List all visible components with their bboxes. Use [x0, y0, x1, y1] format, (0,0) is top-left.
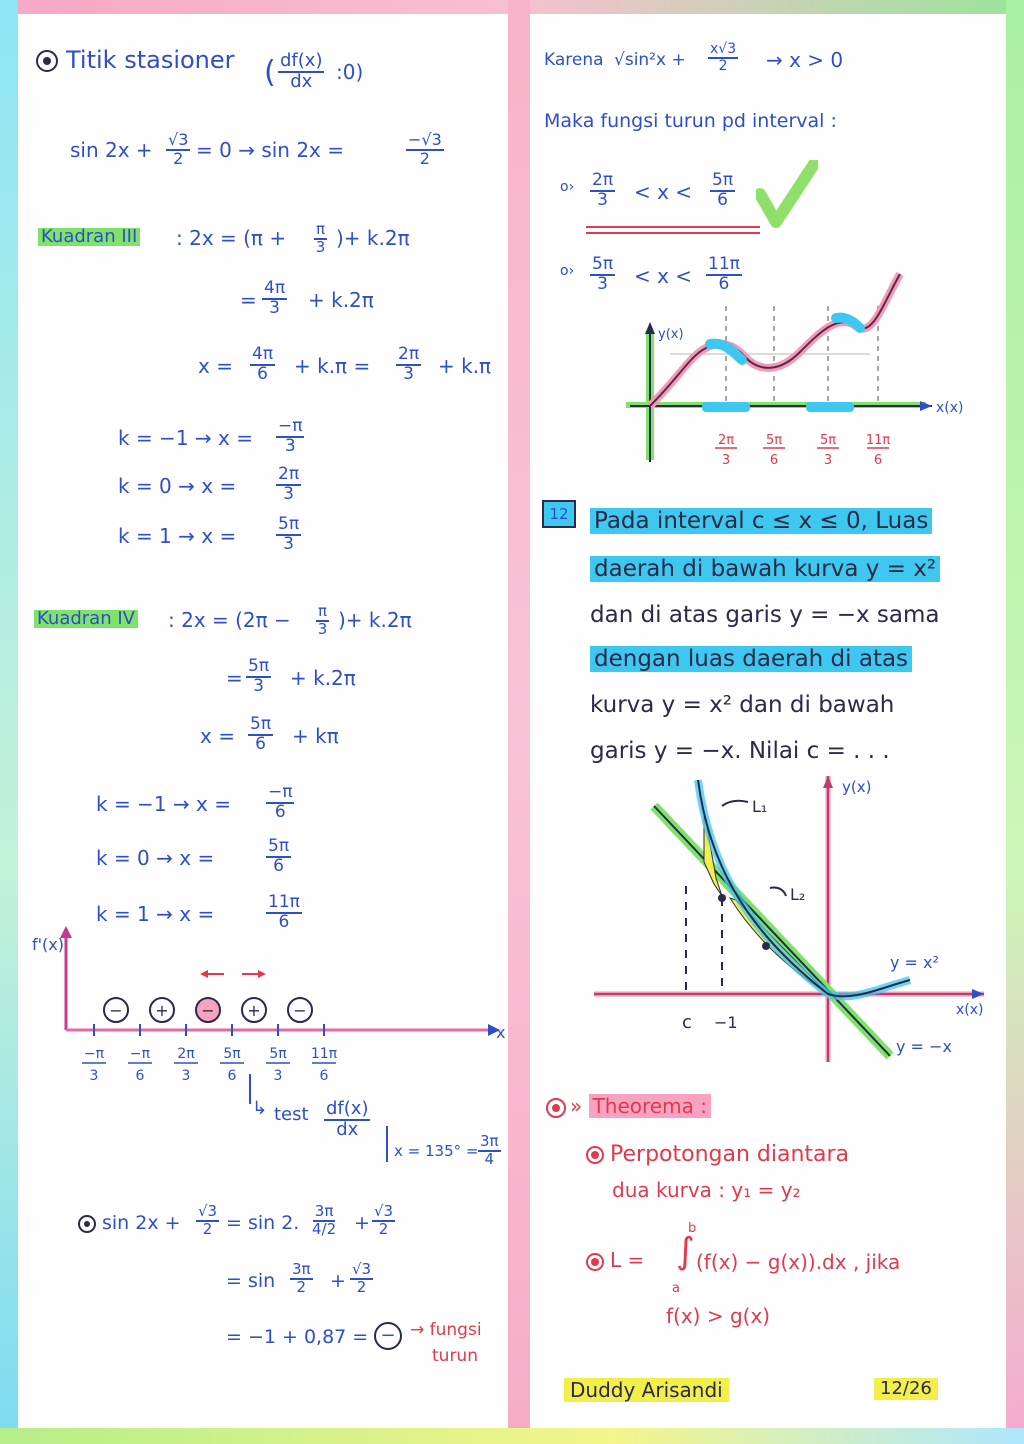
- graph1-tick-numerator: 5π: [765, 433, 783, 448]
- negative-sign-circle: −: [374, 1322, 402, 1350]
- interval2-mid: < x <: [634, 264, 693, 288]
- q4-line3-tail: + kπ: [292, 724, 339, 748]
- q3-line2-tail: + k.2π: [308, 288, 374, 312]
- column-divider: [508, 0, 530, 1444]
- section-title: [36, 48, 235, 72]
- calc1-fraction-2: $\frac{3\pi}{4/2}$: [312, 1202, 337, 1238]
- bullet-icon: [586, 1253, 604, 1271]
- c-label: c: [682, 1012, 692, 1033]
- q4-line1-fraction: $\frac{\pi}{3}$: [317, 602, 328, 638]
- test-eval-fraction: $\frac{3\pi}{4}$: [480, 1132, 499, 1168]
- maka-sentence: Maka fungsi turun pd interval :: [544, 110, 837, 132]
- L1-label: L₁: [752, 797, 768, 816]
- integral-lower-bound: a: [672, 1281, 680, 1296]
- problem-number-box: 12: [542, 500, 576, 528]
- q4-k-row: k = −1 → x =: [96, 792, 231, 816]
- title-condition-fraction: $\frac{df(x)}{dx}$: [280, 50, 323, 92]
- left-border: [0, 0, 18, 1444]
- bullet-icon: [78, 1215, 96, 1233]
- sign-text: +: [247, 1001, 261, 1020]
- q3-line3-fraction-2: $\frac{2\pi}{3}$: [398, 344, 420, 384]
- graph1-x-label: x(x): [936, 400, 964, 416]
- graph-function-turun: [610, 266, 990, 476]
- sign-chart: [18, 924, 508, 1104]
- title-paren: (: [264, 55, 276, 90]
- right-border: [1006, 0, 1024, 1444]
- page-number: 12/26: [874, 1378, 938, 1400]
- theorem-2-integrand: (f(x) − g(x)).dx , jika: [696, 1250, 901, 1274]
- sign-circles: [104, 998, 312, 1022]
- graph1-y-label: y(x): [658, 327, 684, 342]
- problem-line-4: dengan luas daerah di atas: [590, 648, 912, 671]
- graph1-tick-denominator: 6: [769, 453, 779, 468]
- test-label: test: [274, 1104, 309, 1125]
- calc1-plus: +: [354, 1212, 370, 1234]
- q4-line3-pre: x =: [200, 724, 235, 748]
- left-column: [18, 14, 508, 1428]
- title-condition-tail: :0): [336, 60, 364, 84]
- q3-k-row: k = 1 → x =: [118, 524, 237, 548]
- problem-line-6: garis y = −x. Nilai c = . . .: [590, 738, 890, 764]
- sign-tick-numerator: 2π: [177, 1046, 195, 1062]
- sign-text: −: [201, 1001, 215, 1020]
- minus-one-label: −1: [714, 1013, 738, 1032]
- calc2-fraction: $\frac{3\pi}{2}$: [292, 1260, 311, 1296]
- q4-line2-eq: =: [226, 666, 243, 690]
- conclusion-note-2: turun: [432, 1346, 478, 1366]
- q3-line2-eq: =: [240, 288, 257, 312]
- q4-k-fraction: $\frac{11\pi}{6}$: [268, 892, 300, 932]
- y-arrow-icon: [823, 776, 833, 788]
- q3-line1: : 2x = (π +: [176, 226, 287, 250]
- graph1-tick-numerator: 2π: [717, 433, 735, 448]
- interval1-mid: < x <: [634, 180, 693, 204]
- theorem-2-line-1: L =: [586, 1250, 644, 1271]
- graph1-tick-numerator: 11π: [865, 433, 891, 448]
- integral-sign: ∫: [676, 1231, 695, 1272]
- q4-line2-tail: + k.2π: [290, 666, 356, 690]
- interval1-upper: $\frac{5\pi}{6}$: [712, 170, 734, 210]
- sign-tick-denominator: 6: [227, 1068, 237, 1084]
- q3-line3-mid: + k.π =: [294, 354, 371, 378]
- q3-line3-pre: x =: [198, 354, 233, 378]
- q4-line3-fraction: $\frac{5\pi}{6}$: [250, 714, 272, 754]
- q3-k-row: k = 0 → x =: [118, 474, 237, 498]
- integral-upper-bound: b: [688, 1221, 697, 1236]
- sign-text: −: [293, 1001, 307, 1020]
- q3-line3-fraction-1: $\frac{4\pi}{6}$: [252, 344, 274, 384]
- test-eval: x = 135° =: [394, 1142, 479, 1160]
- right-column: [530, 14, 1006, 1428]
- q4-line2-fraction: $\frac{5\pi}{3}$: [248, 656, 270, 696]
- problem-line-1: Pada interval c ≤ x ≤ 0, Luas: [590, 510, 932, 533]
- sign-tick-denominator: 3: [89, 1068, 99, 1084]
- test-arrow: ↳: [252, 1098, 268, 1119]
- quadrant-4-label: Kuadran IV: [34, 610, 138, 628]
- double-underline-1: [586, 226, 760, 228]
- theorem-1-line-1: Perpotongan diantara: [586, 1144, 849, 1166]
- sign-marker: [196, 998, 220, 1022]
- sign-tick-numerator: 5π: [269, 1046, 287, 1062]
- interval-bullet-1: o›: [560, 179, 575, 195]
- q4-k-row: k = 0 → x =: [96, 846, 215, 870]
- graph1-tick-numerator: 5π: [819, 433, 837, 448]
- calc1-mid: = sin 2.: [226, 1212, 300, 1234]
- problem-line-5: kurva y = x² dan di bawah: [590, 692, 895, 718]
- test-fraction: $\frac{df(x)}{dx}$: [326, 1098, 369, 1140]
- q4-k-fraction: $\frac{5\pi}{6}$: [268, 836, 290, 876]
- q3-line1-tail: )+ k.2π: [336, 226, 410, 250]
- check-icon: [756, 160, 818, 230]
- eq1-rhs-fraction: $\frac{-√3}{2}$: [408, 130, 442, 168]
- calc1-fraction: $\frac{√3}{2}$: [198, 1202, 218, 1238]
- interval-bullet-2: o›: [560, 263, 575, 279]
- q4-k-row: k = 1 → x =: [96, 902, 215, 926]
- q4-line1-tail: )+ k.2π: [338, 608, 412, 632]
- eq1-middle: = 0 → sin 2x =: [196, 138, 344, 162]
- region-point: [762, 942, 770, 950]
- calc1-fraction-3: $\frac{√3}{2}$: [374, 1202, 394, 1238]
- calc1-row: sin 2x +: [78, 1214, 181, 1233]
- graph1-tick-denominator: 3: [721, 453, 731, 468]
- calc2-plus: +: [330, 1270, 346, 1292]
- graph2-y-label: y(x): [842, 778, 872, 796]
- sign-tick-denominator: 6: [135, 1068, 145, 1084]
- q4-k-fraction: $\frac{-\pi}{6}$: [268, 782, 293, 822]
- bullet-icon: [546, 1098, 566, 1118]
- q3-k-fraction: $\frac{-\pi}{3}$: [278, 416, 303, 456]
- problem-line-3: dan di atas garis y = −x sama: [590, 602, 940, 628]
- sign-tick-numerator: −π: [129, 1046, 151, 1062]
- theorem-2-condition: f(x) > g(x): [666, 1304, 771, 1328]
- q3-k-fraction: $\frac{5\pi}{3}$: [278, 514, 300, 554]
- interval1-lower: $\frac{2\pi}{3}$: [592, 170, 614, 210]
- graph-area-between-curves: [590, 766, 990, 1066]
- double-underline-2: [586, 232, 760, 234]
- sign-tick-denominator: 6: [319, 1068, 329, 1084]
- theorema-heading: » Theorema :: [546, 1096, 711, 1118]
- sign-marker: [288, 998, 312, 1022]
- problem-line-2: daerah di bawah kurva y = x²: [590, 558, 940, 581]
- karena-fraction: $\frac{x√3}{2}$: [710, 41, 737, 74]
- function-curve: [650, 274, 900, 406]
- q4-line1: : 2x = (2π −: [168, 608, 291, 632]
- sign-marker: [242, 998, 266, 1022]
- graph2-x-label: x(x): [956, 1002, 984, 1018]
- q3-line3-tail: + k.π: [438, 354, 492, 378]
- author-name: Duddy Arisandi: [564, 1378, 729, 1402]
- calc2-fraction-2: $\frac{√3}{2}$: [352, 1260, 372, 1296]
- bullet-icon: [36, 50, 58, 72]
- q3-line1-fraction: $\frac{\pi}{3}$: [315, 220, 326, 256]
- sign-tick-denominator: 3: [273, 1068, 283, 1084]
- karena-tail: → x > 0: [766, 48, 844, 72]
- y-arrow-icon: [645, 322, 655, 334]
- intersection-point: [718, 894, 726, 902]
- L2-label: L₂: [790, 885, 806, 904]
- sign-ticks: [82, 1024, 338, 1084]
- evaluation-bar: [386, 1126, 388, 1162]
- interval-mark-1: [702, 402, 750, 412]
- L2-pointer: [770, 887, 786, 896]
- interval2-lower: $\frac{5\pi}{3}$: [592, 254, 614, 294]
- sign-tick-denominator: 3: [181, 1068, 191, 1084]
- title-text: Titik stasioner: [66, 46, 235, 74]
- x-arrow-icon: [972, 989, 984, 999]
- sign-marker: [150, 998, 174, 1022]
- line-label: y = −x: [896, 1037, 952, 1056]
- calc3-row: = −1 + 0,87 =: [226, 1326, 369, 1348]
- q3-line2-fraction: $\frac{4\pi}{3}$: [264, 278, 286, 318]
- eq1-fraction: $\frac{√3}{2}$: [168, 130, 189, 168]
- calc2-pre: = sin: [226, 1270, 276, 1292]
- karena-word: Karena: [544, 50, 604, 70]
- sign-marker: [104, 998, 128, 1022]
- eq1-lhs: sin 2x +: [70, 138, 153, 162]
- parabola-label: y = x²: [890, 953, 939, 972]
- q3-k-row: k = −1 → x =: [118, 426, 253, 450]
- graph1-tick-denominator: 6: [873, 453, 883, 468]
- L1-pointer: [722, 801, 748, 806]
- sign-text: −: [109, 1001, 123, 1020]
- quadrant-3-label: Kuadran III: [38, 228, 140, 246]
- curve-highlight: [650, 274, 900, 406]
- karena-expression: √sin²x +: [614, 50, 686, 70]
- bullet-icon: [586, 1146, 604, 1164]
- interval-mark-2: [806, 402, 854, 412]
- sign-tick-numerator: 5π: [223, 1046, 241, 1062]
- q3-k-fraction: $\frac{2\pi}{3}$: [278, 464, 300, 504]
- sign-tick-numerator: −π: [83, 1046, 105, 1062]
- sign-chart-x-label: x: [496, 1023, 506, 1042]
- sign-chart-arrow-hint: [200, 970, 266, 978]
- sign-text: +: [155, 1001, 169, 1020]
- bottom-border: [0, 1428, 1024, 1444]
- interval2-upper: $\frac{11\pi}{6}$: [708, 254, 740, 294]
- sign-chart-y-label: f'(x): [32, 935, 64, 954]
- conclusion-note-1: → fungsi: [410, 1320, 482, 1340]
- theorem-1-line-2: dua kurva : y₁ = y₂: [612, 1178, 801, 1202]
- sign-tick-numerator: 11π: [310, 1046, 338, 1062]
- graph1-tick-denominator: 3: [823, 453, 833, 468]
